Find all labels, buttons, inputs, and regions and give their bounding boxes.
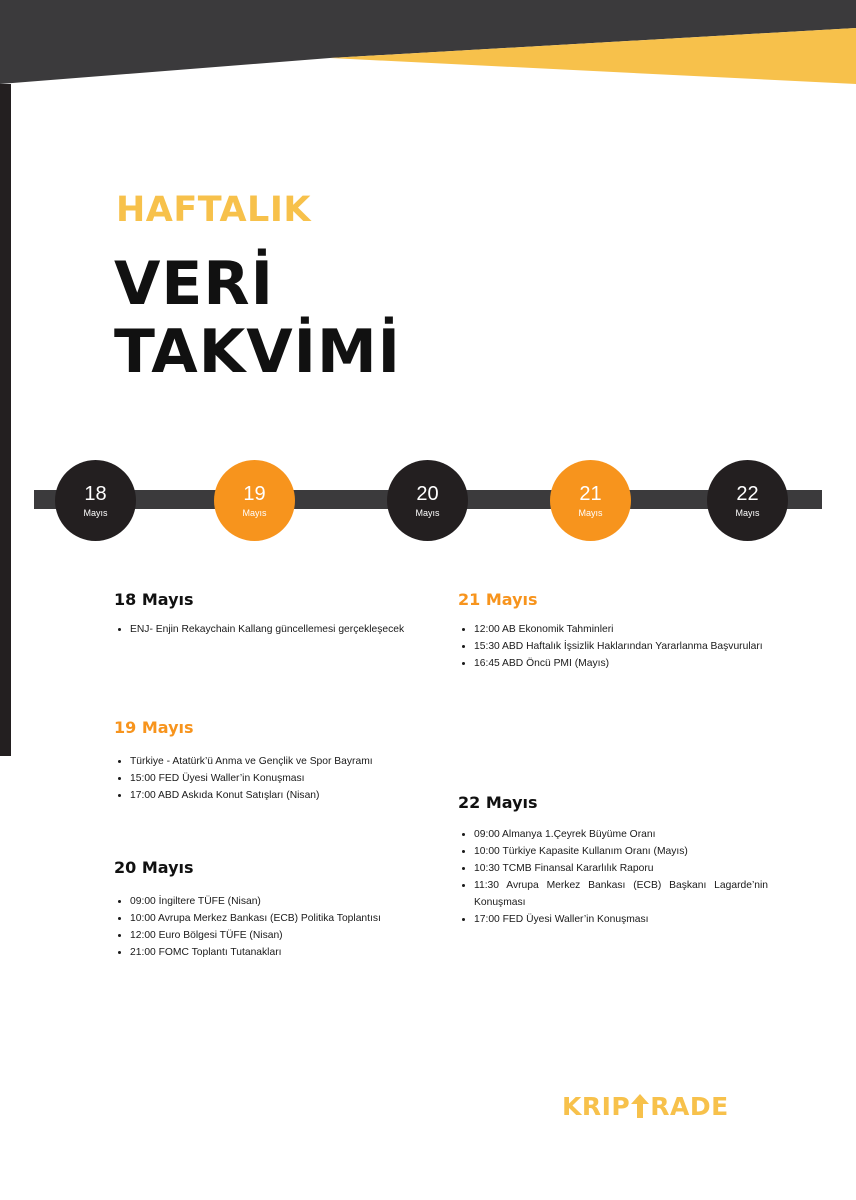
day-number: 22 — [736, 483, 759, 505]
kriptrade-logo — [562, 1090, 729, 1122]
event-item: 09:00 Almanya 1.Çeyrek Büyüme Oranı — [458, 826, 768, 843]
event-item: 16:45 ABD Öncü PMI (Mayıs) — [458, 655, 788, 672]
event-item: 12:00 AB Ekonomik Tahminleri — [458, 621, 788, 638]
timeline-day-22 — [707, 460, 788, 541]
event-item: 21:00 FOMC Toplantı Tutanakları — [114, 944, 444, 961]
logo-text-right: RADE — [650, 1091, 729, 1121]
section-may-18 — [114, 590, 444, 638]
top-decor-band — [0, 0, 856, 90]
title-kicker: HAFTALIK — [116, 190, 311, 230]
event-item: 15:00 FED Üyesi Waller’in Konuşması — [114, 770, 444, 787]
section-may-22 — [458, 793, 768, 928]
day-month: Mayıs — [242, 508, 267, 518]
event-list — [114, 621, 444, 638]
day-month: Mayıs — [415, 508, 440, 518]
day-number: 21 — [579, 483, 602, 505]
section-may-19 — [114, 718, 444, 804]
event-item: ENJ- Enjin Rekaychain Kallang güncellemesi gerçekleşecek — [114, 621, 444, 638]
arrow-up-icon — [630, 1093, 650, 1119]
section-title: 19 Mayıs — [114, 718, 194, 737]
section-may-20 — [114, 858, 444, 961]
day-month: Mayıs — [735, 508, 760, 518]
day-month: Mayıs — [83, 508, 108, 518]
timeline-day-19 — [214, 460, 295, 541]
event-item: 17:00 ABD Askıda Konut Satışları (Nisan) — [114, 787, 444, 804]
day-month: Mayıs — [578, 508, 603, 518]
event-item: 11:30 Avrupa Merkez Bankası (ECB) Başkanı Lagarde’nin Konuşması — [458, 877, 768, 911]
section-title: 21 Mayıs — [458, 590, 538, 609]
day-number: 18 — [84, 483, 107, 505]
event-item: Türkiye - Atatürk’ü Anma ve Gençlik ve Spor Bayramı — [114, 753, 444, 770]
event-item: 10:00 Türkiye Kapasite Kullanım Oranı (Mayıs) — [458, 843, 768, 860]
timeline-day-21 — [550, 460, 631, 541]
event-list — [114, 753, 444, 804]
day-number: 19 — [243, 483, 266, 505]
event-list — [114, 893, 444, 961]
event-item: 17:00 FED Üyesi Waller’in Konuşması — [458, 911, 768, 928]
page-title-line-2: TAKVİMİ — [114, 317, 401, 387]
event-item: 15:30 ABD Haftalık İşsizlik Haklarından Yararlanma Başvuruları — [458, 638, 788, 655]
section-may-21 — [458, 590, 788, 672]
section-title: 18 Mayıs — [114, 590, 194, 609]
event-list — [458, 826, 768, 928]
event-item: 12:00 Euro Bölgesi TÜFE (Nisan) — [114, 927, 444, 944]
page-title-line-1: VERİ — [114, 249, 274, 319]
section-title: 20 Mayıs — [114, 858, 194, 877]
event-list — [458, 621, 788, 672]
left-accent-bar — [0, 84, 11, 756]
event-item: 10:00 Avrupa Merkez Bankası (ECB) Politika Toplantısı — [114, 910, 444, 927]
logo-text-left: KRIP — [562, 1091, 631, 1121]
event-item: 09:00 İngiltere TÜFE (Nisan) — [114, 893, 444, 910]
timeline-day-18 — [55, 460, 136, 541]
day-number: 20 — [416, 483, 439, 505]
timeline-day-20 — [387, 460, 468, 541]
event-item: 10:30 TCMB Finansal Kararlılık Raporu — [458, 860, 768, 877]
section-title: 22 Mayıs — [458, 793, 538, 812]
